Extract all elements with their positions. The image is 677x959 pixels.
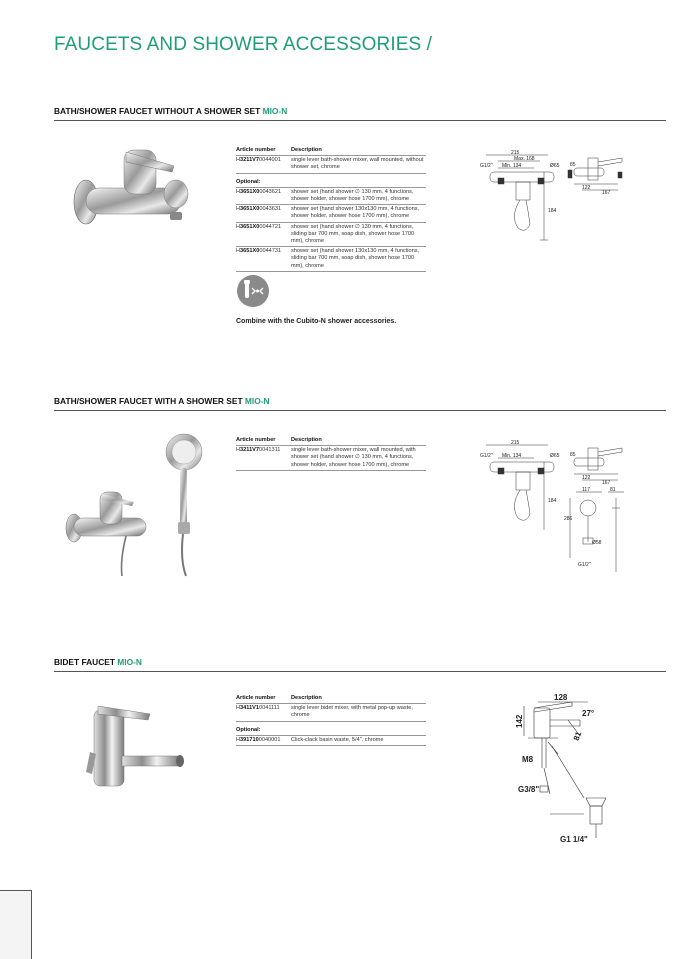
svg-text:215: 215 bbox=[511, 440, 520, 446]
page-corner-tab bbox=[0, 890, 32, 959]
bidet-faucet-image bbox=[84, 700, 194, 790]
table-header: Article number Description bbox=[236, 694, 426, 704]
optional-label: Optional: bbox=[236, 178, 426, 188]
model-name: MIO-N bbox=[117, 657, 142, 667]
svg-text:81: 81 bbox=[571, 730, 584, 742]
svg-text:G1 1/4": G1 1/4" bbox=[560, 835, 588, 844]
technical-drawing-1 bbox=[478, 148, 638, 248]
page-title: FAUCETS AND SHOWER ACCESSORIES / bbox=[54, 34, 432, 55]
table-row: H3651X00044721 shower set (hand shower ∅ 130 mm, 4 functions, sliding bar 700 mm, soap dish, shower hose 1700 mm), chrome bbox=[236, 223, 426, 248]
table-row: H3651X00043631 shower set (hand shower 130x130 mm, 4 functions, shower holder, shower hose 1700 mm), chrome bbox=[236, 205, 426, 222]
optional-label: Optional: bbox=[236, 726, 426, 736]
svg-text:286: 286 bbox=[564, 516, 573, 522]
table-row: H3211V70044001 single lever bath-shower mixer, wall mounted, without shower set, chrome bbox=[236, 156, 426, 173]
svg-text:G1/2": G1/2" bbox=[578, 562, 591, 568]
section-bidet-faucet bbox=[54, 657, 666, 672]
table-row: H3651X00043621 shower set (hand shower ∅ 130 mm, 4 functions, shower holder, shower hose 1700 mm), chrome bbox=[236, 188, 426, 205]
svg-text:167: 167 bbox=[602, 190, 611, 196]
svg-text:81: 81 bbox=[610, 487, 616, 493]
svg-text:Min. 134: Min. 134 bbox=[502, 453, 522, 459]
svg-text:Ø65: Ø65 bbox=[550, 453, 560, 459]
article-table-3 bbox=[236, 694, 426, 746]
svg-text:27°: 27° bbox=[582, 709, 595, 718]
svg-text:85: 85 bbox=[570, 452, 576, 458]
svg-text:G1/2": G1/2" bbox=[480, 163, 493, 169]
section-heading: BATH/SHOWER FAUCET WITH A SHOWER SET MIO-N bbox=[54, 396, 666, 411]
technical-drawing-3 bbox=[510, 690, 640, 850]
svg-text:Ø65: Ø65 bbox=[550, 163, 560, 169]
shower-function-icon bbox=[236, 274, 270, 308]
model-name: MIO-N bbox=[244, 396, 270, 406]
svg-text:142: 142 bbox=[515, 714, 524, 728]
table-row: H3211V70041311 single lever bath-shower mixer, wall mounted, with shower set (hand shower ∅ 130 mm, 4 functions, shower holder, shower hose 1700 mm), chrome bbox=[236, 446, 426, 471]
svg-text:Min. 134: Min. 134 bbox=[502, 163, 522, 169]
svg-text:85: 85 bbox=[570, 162, 576, 168]
section-heading: BIDET FAUCET MIO-N bbox=[54, 657, 666, 672]
article-table-1 bbox=[236, 146, 426, 272]
svg-text:122: 122 bbox=[582, 475, 591, 481]
table-row: H3411V10041111 single lever bidet mixer, with metal pop-up waste, chrome bbox=[236, 704, 426, 721]
svg-text:167: 167 bbox=[602, 480, 611, 486]
svg-text:Max. 168: Max. 168 bbox=[514, 156, 535, 162]
bath-faucet-with-shower-image bbox=[60, 430, 210, 580]
bath-faucet-image bbox=[64, 140, 204, 230]
article-table-2 bbox=[236, 436, 426, 471]
section-bath-shower-without-set bbox=[54, 106, 666, 121]
svg-text:128: 128 bbox=[554, 693, 568, 702]
model-name: MIO-N bbox=[262, 106, 288, 116]
svg-text:184: 184 bbox=[548, 208, 557, 214]
table-row: H3917100040001 Click-clack basin waste, 5/4", chrome bbox=[236, 736, 426, 746]
svg-text:117: 117 bbox=[582, 487, 590, 493]
table-header: Article number Description bbox=[236, 146, 426, 156]
svg-text:184: 184 bbox=[548, 498, 557, 504]
svg-text:122: 122 bbox=[582, 185, 591, 191]
section-bath-shower-with-set bbox=[54, 396, 666, 411]
table-row: H3651X00044731 shower set (hand shower 130x130 mm, 4 functions, sliding bar 700 mm, soap dish, shower hose 1700 mm), chrome bbox=[236, 247, 426, 272]
section-heading: BATH/SHOWER FAUCET WITHOUT A SHOWER SET MIO-N bbox=[54, 106, 666, 121]
svg-text:M8: M8 bbox=[522, 755, 534, 764]
svg-text:G1/2": G1/2" bbox=[480, 453, 493, 459]
technical-drawing-2 bbox=[478, 438, 638, 578]
table-header: Article number Description bbox=[236, 436, 426, 446]
svg-text:Ø58: Ø58 bbox=[592, 540, 602, 546]
svg-text:G3/8": G3/8" bbox=[518, 785, 540, 794]
svg-text:215: 215 bbox=[511, 150, 520, 156]
combine-note: Combine with the Cubito-N shower accessories. bbox=[236, 318, 397, 325]
